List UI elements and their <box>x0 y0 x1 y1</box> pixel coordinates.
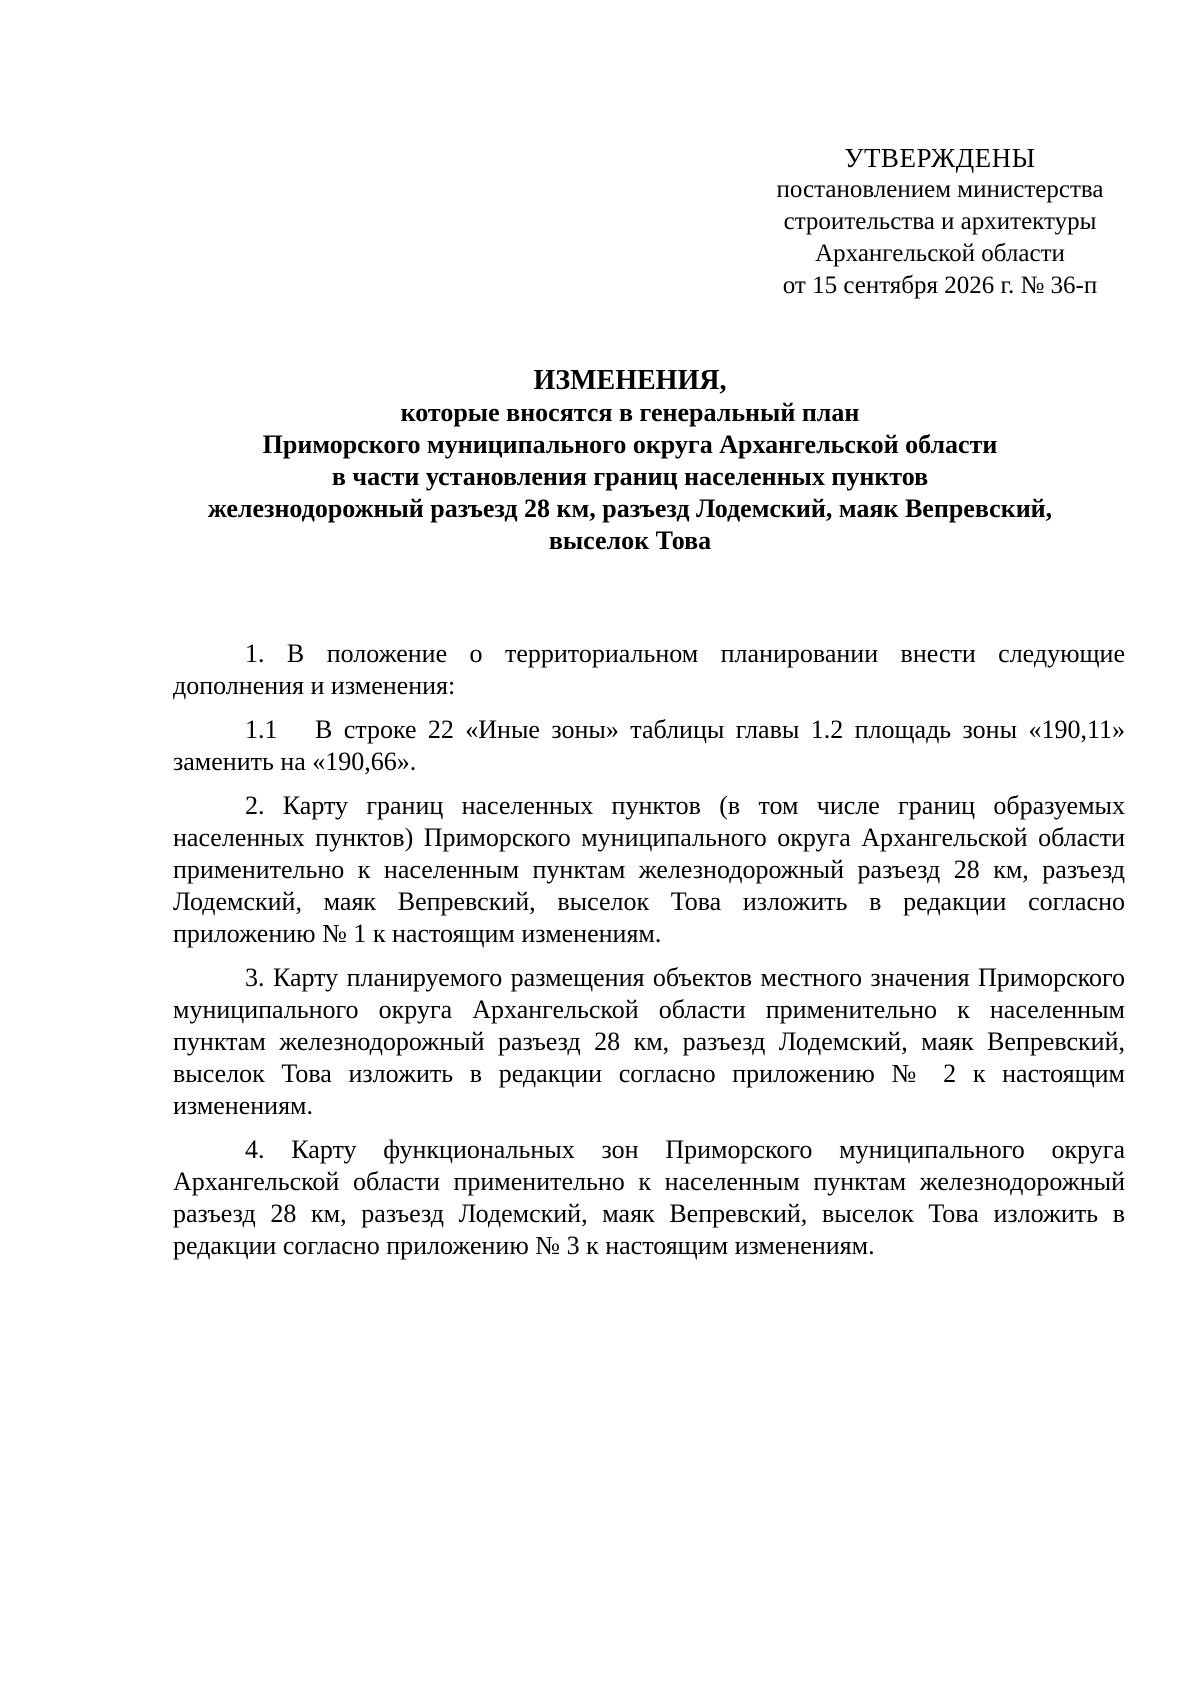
heading-line: в части установления границ населенных пунктов <box>331 462 929 491</box>
document-title: ИЗМЕНЕНИЯ, <box>533 365 727 396</box>
heading-line: Приморского муниципального округа Архангельской области <box>262 430 998 459</box>
approval-title: УТВЕРЖДЕНЫ <box>844 143 1036 173</box>
paragraph-2: 2. Карту границ населенных пунктов (в том числе границ образуемых населенных пунктов) Приморского муниципального округа Архангельской области применительно к населенным пунктам железнодорожный разъезд 28 км, разъезд Лодемский, маяк Вепревский, выселок Това изложить в редакции согласно приложению № 1 к настоящим изменениям. <box>173 791 1125 948</box>
paragraph-3: 3. Карту планируемого размещения объектов местного значения Приморского муниципального округа Архангельской области применительно к населенным пунктам железнодорожный разъезд 28 км, разъезд Лодемский, маяк Вепревский, выселок Това изложить в редакции согласно приложению № 2 к настоящим изменениям. <box>173 963 1125 1120</box>
paragraph-1-1 <box>173 714 1125 778</box>
document-body <box>173 638 1125 1274</box>
approval-stamp <box>740 142 1140 302</box>
document-heading <box>170 365 1090 557</box>
heading-line: которые вносятся в генеральный план <box>400 398 860 427</box>
approval-line: постановлением министерства <box>776 176 1104 203</box>
subitem-text: В строке 22 «Иные зоны» таблицы главы 1.2 площадь зоны «190,11» заменить на «190,66». <box>173 715 1125 776</box>
heading-line: железнодорожный разъезд 28 км, разъезд Лодемский, маяк Вепревский, <box>207 494 1053 523</box>
subitem-number: 1.1 <box>245 715 278 744</box>
approval-date-line: от 15 сентября 2026 г. № 36-п <box>782 272 1098 299</box>
approval-line: строительства и архитектуры <box>783 208 1097 235</box>
heading-line: выселок Това <box>548 526 712 555</box>
approval-line: Архангельской области <box>815 240 1065 267</box>
paragraph-4: 4. Карту функциональных зон Приморского муниципального округа Архангельской области применительно к населенным пунктам железнодорожный разъезд 28 км, разъезд Лодемский, маяк Вепревский, выселок Това изложить в редакции согласно приложению № 3 к настоящим изменениям. <box>173 1135 1125 1260</box>
paragraph-1: 1. В положение о территориальном планировании внести следующие дополнения и изменения: <box>173 639 1125 700</box>
